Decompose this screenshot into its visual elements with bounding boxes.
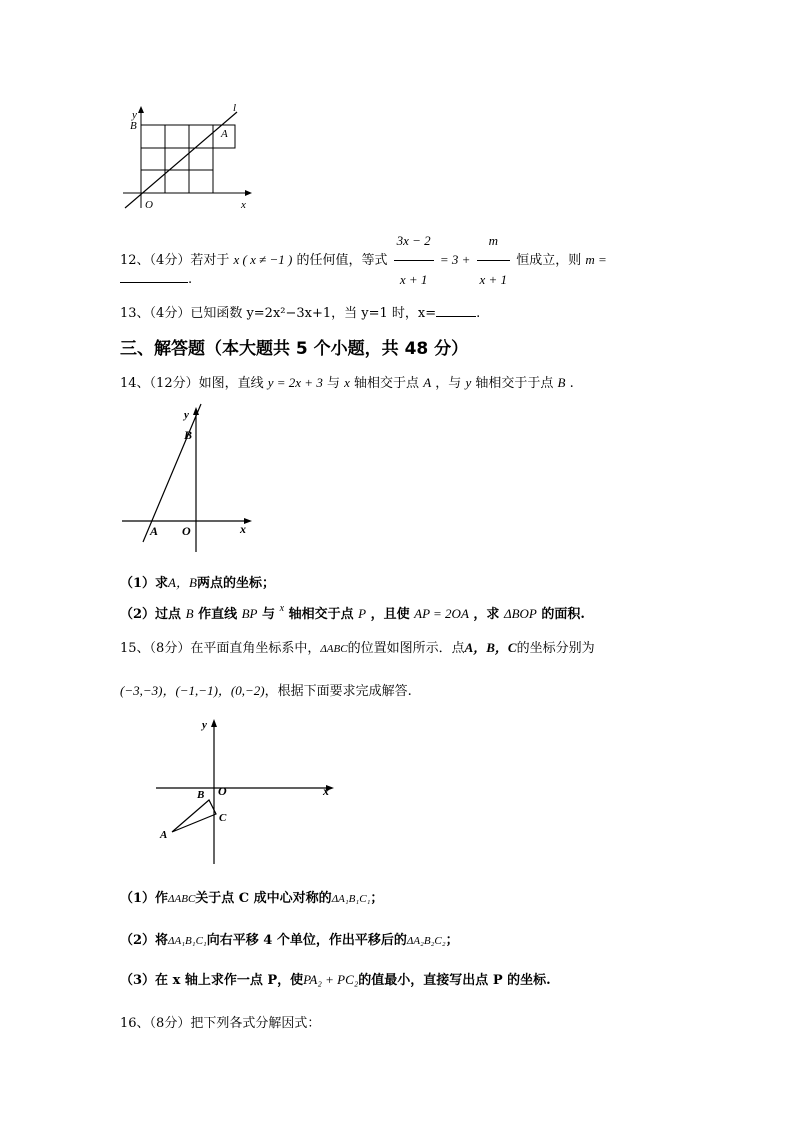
- q14-text-a: 14、（12分）如图，直线: [120, 376, 264, 391]
- q15-label-O: O: [218, 784, 227, 798]
- q12-eq: = 3 +: [439, 252, 471, 267]
- q15-p1-tri: ΔABC: [168, 893, 196, 905]
- q14-point-A: A: [423, 375, 432, 390]
- q15-line1-d: 的坐标分别为: [516, 641, 595, 656]
- section3-title: 三、解答题（本大题共 5 个小题，共 48 分）: [120, 339, 469, 359]
- q14-part2-l: ΔBOP: [503, 606, 537, 621]
- q12-frac1-num: 3x − 2: [394, 222, 434, 261]
- q15-p2-tri2: ΔA₂B₂C₂: [406, 935, 446, 947]
- label-B: B: [130, 120, 137, 132]
- q15-label-B: B: [197, 789, 205, 801]
- q15-label-x: x: [323, 784, 329, 798]
- q14-text-b: 与: [326, 376, 340, 391]
- q13-answer-blank[interactable]: [436, 304, 476, 317]
- q14-text-c: 轴相交于点: [354, 376, 420, 391]
- q14-point-B: B: [557, 375, 566, 390]
- q15-tri: ΔABC: [320, 643, 348, 655]
- q14-line: [120, 372, 574, 391]
- label-x: x: [241, 199, 246, 211]
- q14-label-B: B: [184, 428, 193, 442]
- q15-p1-end: ；: [370, 891, 384, 906]
- q15-part3: [120, 969, 551, 988]
- q14-part1: [120, 572, 275, 591]
- q15-line2: [120, 680, 412, 699]
- q12-frac2-num: m: [477, 222, 511, 261]
- q14-part2-b: B: [185, 606, 194, 621]
- q14-part1-c: 两点的坐标；: [196, 576, 275, 591]
- q12-frac1-den: x + 1: [399, 272, 428, 287]
- label-A: A: [221, 128, 228, 140]
- q15-p1-tri2: ΔA₁B₁C₁: [331, 893, 371, 905]
- label-O: O: [145, 199, 153, 211]
- q15-part1: [120, 887, 383, 906]
- q14-part2-f: x: [279, 603, 285, 614]
- q14-part1-points: A，B: [168, 575, 197, 590]
- q14-part2-h: P: [358, 606, 367, 621]
- q15-label-A: A: [160, 829, 168, 841]
- q14-y-var: y: [465, 375, 472, 390]
- q13-end: .: [476, 306, 481, 321]
- q12-frac2: [477, 222, 511, 299]
- q15-line1-a: 15、（8分）在平面直角坐标系中，: [120, 641, 321, 656]
- q14-label-A: A: [150, 524, 159, 538]
- q12-answer-blank[interactable]: [120, 268, 188, 283]
- q15-label-C: C: [219, 812, 227, 824]
- q15-p3-b: 的值最小，直接写出点 P 的坐标.: [358, 973, 551, 988]
- q13-text: 13、（4分）已知函数 y=2x²−3x+1，当 y=1 时，x=: [120, 306, 437, 321]
- q14-part2-m: 的面积.: [541, 607, 585, 622]
- q14-part2-j: AP = 2OA: [414, 606, 469, 621]
- q14-part2: [120, 603, 585, 622]
- q15-coords: (−3,−3)，(−1,−1)，(0,−2): [120, 683, 265, 698]
- q12-var: m =: [585, 252, 607, 267]
- q14-formula: y = 2x + 3: [267, 375, 323, 390]
- q15-line1-c: A，B，C: [464, 640, 517, 655]
- q15-p1-b: 关于点 C 成中心对称的: [195, 891, 332, 906]
- q12-prefix: 12、（4分）若对于: [120, 253, 230, 268]
- q12-answer-line: [120, 268, 192, 287]
- q12-line: [120, 222, 607, 299]
- q12-frac1: [394, 222, 434, 299]
- q15-line1-b: 的位置如图所示．点: [347, 641, 465, 656]
- q14-part2-g: 轴相交于点: [288, 607, 354, 622]
- q15-p3-expr: PA₂ + PC₂: [303, 972, 359, 987]
- q12-frac2-den: x + 1: [479, 272, 508, 287]
- q15-part2: [120, 929, 459, 948]
- q12-suffix: 恒成立，则: [516, 253, 582, 268]
- q15-p3-a: （3）在 x 轴上求作一点 P，使: [120, 973, 304, 988]
- q14-text-f: .: [569, 376, 574, 391]
- q12-cond: x ( x ≠ −1 ): [233, 252, 293, 267]
- q15-p1-a: （1）作: [120, 891, 169, 906]
- label-y: y: [132, 109, 137, 121]
- q14-x-var: x: [344, 375, 350, 390]
- q14-part1-a: （1）求: [120, 576, 169, 591]
- q15-line1: [120, 637, 595, 656]
- q15-line2-b: ，根据下面要求完成解答.: [264, 684, 412, 699]
- grid-figure: [115, 100, 260, 215]
- q12-end: .: [188, 272, 193, 287]
- q14-part2-i: ，且使: [370, 607, 410, 622]
- q15-figure: [152, 714, 342, 869]
- q13-line: [120, 302, 480, 321]
- q14-figure: [118, 402, 263, 560]
- q14-label-O: O: [182, 524, 191, 538]
- q14-part2-e: 与: [262, 607, 276, 622]
- q14-part2-k: ，求: [473, 607, 500, 622]
- q14-text-e: 轴相交于于点: [475, 376, 554, 391]
- q14-part2-c: 作直线: [198, 607, 238, 622]
- q15-p2-tri: ΔA₁B₁C₁: [168, 935, 207, 947]
- q15-p2-a: （2）将: [120, 933, 169, 948]
- q12-mid: 的任何值，等式: [296, 253, 388, 268]
- q15-label-y: y: [202, 719, 207, 731]
- q14-label-y: y: [184, 409, 189, 421]
- q14-text-d: ，与: [435, 376, 462, 391]
- q14-label-x: x: [240, 522, 246, 536]
- q15-p2-b: 向右平移 4 个单位，作出平移后的: [206, 933, 407, 948]
- q15-p2-end: ；: [445, 933, 459, 948]
- label-l: l: [233, 102, 237, 114]
- q16-line: 16、（8分）把下列各式分解因式：: [120, 1016, 321, 1031]
- q14-part2-a: （2）过点: [120, 607, 182, 622]
- q14-part2-d: BP: [241, 606, 258, 621]
